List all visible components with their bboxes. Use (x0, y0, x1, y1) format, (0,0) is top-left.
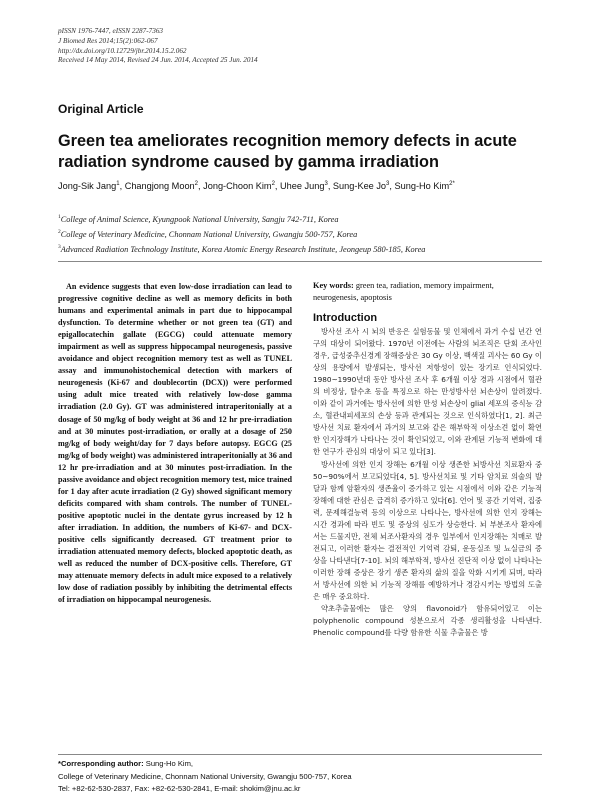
introduction-paragraph: 방사선에 의한 인지 장해는 6개월 이상 생존한 뇌방사선 치료환자 중 50~90%에서 보고되었다[4, 5]. 방사선치료 및 기타 암치료 의술의 발달과 함께 암환자의 생존율이 증가하고 있는 시점에서 이와 같은 기능적 장해에 대한 관심은 급격히 증가하고 있다[6]. 언어 및 공간 기억력, 집중력, 문제해결능력 등의 이상으로 나타나는, 방사선에 의한 인지 장해는 시간 경과에 따라 빈도 및 증상의 심도가 상승한다. 뇌 부분조사 환자에서는 드물지만, 전체 뇌조사환자의 경우 일부에서 인지장해는 치매로 발전되고, 이러한 환자는 결전적인 기억력 감퇴, 운동실조 및 뇨실금의 증상을 나타낸다[7-10]. 뇌의 해부학적, 방사선 진단적 이상 없이 나타나는 이러한 장해 증상은 장기 생존 환자의 삶의 질을 악화 시키게 되며, 따라서 방사선에 의한 뇌 기능적 장해를 예방하거나 경감시키는 방법의 도출은 매우 중요하다. (313, 459, 542, 602)
author-separator: , (327, 181, 333, 192)
journal-metadata (58, 27, 258, 66)
affiliation-text: Advanced Radiation Technology Institute, Korea Atomic Energy Research Institute, Jeongeup 580-185, Korea (60, 244, 426, 254)
author-affiliation-marker: 3 (386, 181, 390, 187)
abstract-text: An evidence suggests that even low-dose irradiation can lead to progressive cognitive decline as well as memory deficits in both humans and experimental animals in part due to hippocampal dysfunction. To determine whether or not green tea (GT) and epigallocatechin gallate (EGCG) could attenuate memory impairment as well as suppress hippocampal neurogenesis, passive avoidance and object recognition memory test as well as TUNEL assay and immunohistochemical detection with markers of neurogenesis (Ki-67 and doublecortin (DCX)) were performed using adult mice treated with relatively low-dose gamma irradiation (2.0 Gy). GT was administered intraperitonially at a dosage of 50 mg/kg of body weight at 36 and 12 hr pre-irradiation and at 30 minutes post-irradiation, or orally at a dosage of 250 mg/kg of body weight/day for 7 days before autopsy. EGCG (25 mg/kg of body weight) was administered intraperitonially at 36 and 12 hr pre-irradiation and at 30 minutes post-irradiation. In the passive avoidance and object recognition memory test, mice trained for 1 day after acute irradiation (2 Gy) showed significant memory deficits compared with sham controls. The number of TUNEL-positive apoptotic nuclei in the dentate gyrus increased by 12 h after irradiation. In addition, the numbers of Ki-67- and DCX-positive cells significantly decreased. GT treatment prior to irradiation attenuated memory defects, blocked apoptotic death, as well as reduced the number of DCX-positive cells. Therefore, GT may attenuate memory defects in adult mice exposed to a relatively low dose of radiation possibly by inhibiting the detrimental effects of irradiation on hippocampal neurogenesis. (58, 282, 292, 605)
keywords (313, 280, 541, 304)
author-separator: , (119, 181, 125, 192)
affiliation-marker: 2 (58, 228, 61, 235)
footnote-divider (58, 754, 542, 755)
corresponding-author (58, 758, 352, 796)
affiliation-marker: 3 (58, 243, 61, 250)
affiliation-text: College of Veterinary Medicine, Chonnam National University, Gwangju 500-757, Korea (60, 229, 358, 239)
affiliation-marker: 1 (58, 214, 61, 220)
author-name: Sung-Ho Kim (394, 181, 450, 192)
author-affiliation-marker: 2 (194, 181, 199, 187)
author-affiliation-marker: 2* (449, 181, 455, 187)
affiliation-item (58, 241, 425, 256)
corresponding-author-name: Sung-Ho Kim, (145, 759, 194, 768)
introduction-heading: Introduction (313, 312, 378, 324)
corresponding-author-label: *Corresponding author: (58, 759, 144, 768)
introduction-body (313, 326, 542, 639)
author-separator: , (274, 181, 281, 192)
author-affiliation-marker: 1 (116, 181, 120, 187)
header-divider (58, 261, 542, 262)
author-separator: , (198, 181, 204, 192)
author-list (58, 181, 455, 191)
article-type: Original Article (58, 102, 144, 116)
author-name: Jong-Choon Kim (203, 181, 272, 192)
author-name: Sung-Kee Jo (332, 181, 387, 192)
author-affiliation-marker: 3 (324, 181, 328, 187)
corresponding-author-contact: Tel: +82-62-530-2837, Fax: +82-62-530-2841, E-mail: shokim@jnu.ac.kr (58, 784, 301, 794)
issn-line: pISSN 1976-7447, eISSN 2287-7363 (58, 27, 164, 35)
doi-link[interactable]: http://dx.doi.org/10.12729/jbr.2014.15.2.062 (58, 46, 187, 55)
author-name: Uhee Jung (280, 181, 325, 192)
corresponding-author-address: College of Veterinary Medicine, Chonnam National University, Gwangju 500-757, Korea (58, 771, 352, 781)
author-name: Changjong Moon (124, 181, 195, 192)
author-affiliation-marker: 2 (271, 181, 275, 187)
affiliation-item (58, 211, 425, 226)
corresponding-author-line (58, 758, 352, 771)
introduction-paragraph: 약초추출물에는 많은 양의 flavonoid가 함유되어있고 이는 polyphenolic compound 성분으로서 각종 생리활성을 나타낸다. Phenolic compound를 다량 함유한 식물 추출물은 방 (313, 604, 542, 638)
article-title: Green tea ameliorates recognition memory defects in acute radiation syndrome caused by gamma irradiation (58, 132, 517, 171)
keywords-label: Key words: (313, 281, 354, 290)
article-dates: Received 14 May 2014, Revised 24 Jun. 2014, Accepted 25 Jun. 2014 (58, 56, 258, 65)
author-separator: , (389, 181, 395, 192)
journal-citation: J Biomed Res 2014;15(2):062-067 (58, 36, 158, 45)
keywords-text: green tea, radiation, memory impairment, neurogenesis, apoptosis (313, 281, 494, 302)
affiliation-item (58, 226, 425, 241)
affiliation-list (58, 211, 425, 255)
author-name: Jong-Sik Jang (58, 181, 117, 192)
introduction-paragraph: 방사선 조사 시 뇌의 반응은 실험동물 및 인체에서 과거 수십 년간 연구의 대상이 되어왔다. 1970년 이전에는 사람의 뇌조직은 단회 조사인 경우, 급성중추신경계 장해증상은 30 Gy 이상, 백색질 괴사는 60 Gy 이상의 용량에서 발생되는, 방사선 저항성이 있는 장기로 인식되었다. 1980~1990년대 동안 방사선 조사 후 6개월 이상 경과 시점에서 혈관의 비정상, 탈수초 등을 특징으로 하는 만성방사선 뇌손상이 알려졌다. 이와 같이 과거에는 방사선에 의한 만성 뇌손상이 glial 세포의 증식능 감소, 혈관내피세포의 손상 등과 관계되는 것으로 인식하였다[1, 2]. 최근 방사선 치료 환자에서 과거의 보고와 같은 해부학적 이상소견 없이 확연한 인지장해가 나타나는 것이 확인되었고, 이와 관계된 기능적 변화에 대한 연구가 관심의 대상이 되고 있다[3]. (313, 327, 542, 457)
affiliation-text: College of Animal Science, Kyungpook National University, Sangju 742-711, Korea (60, 214, 339, 224)
